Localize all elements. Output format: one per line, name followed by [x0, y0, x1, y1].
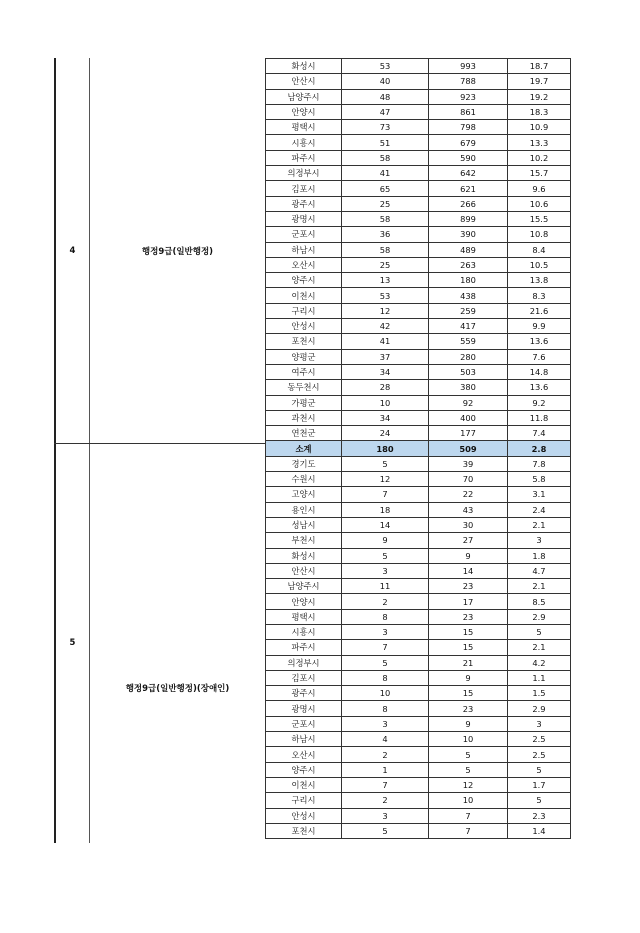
region-cell: 하남시 [266, 242, 342, 257]
value-b-cell: 417 [429, 319, 508, 334]
value-a-cell: 40 [342, 74, 429, 89]
value-a-cell: 14 [342, 517, 429, 532]
ratio-cell: 18.7 [508, 59, 571, 74]
region-cell: 경기도 [266, 456, 342, 471]
table-row [266, 808, 571, 823]
value-a-cell: 53 [342, 59, 429, 74]
table-row [266, 120, 571, 135]
value-b-cell: 798 [429, 120, 508, 135]
value-a-cell: 36 [342, 227, 429, 242]
region-cell: 안산시 [266, 74, 342, 89]
ratio-cell: 1.7 [508, 777, 571, 792]
group-4-title: 행정9급(일반행정) [141, 246, 214, 257]
region-cell: 안양시 [266, 104, 342, 119]
value-b-cell: 590 [429, 150, 508, 165]
ratio-cell: 2.3 [508, 808, 571, 823]
value-a-cell: 7 [342, 777, 429, 792]
ratio-cell: 9.9 [508, 319, 571, 334]
value-b-cell: 12 [429, 777, 508, 792]
value-a-cell: 3 [342, 563, 429, 578]
value-a-cell: 2 [342, 793, 429, 808]
ratio-cell: 13.8 [508, 273, 571, 288]
value-b-cell: 43 [429, 502, 508, 517]
ratio-cell: 2.9 [508, 701, 571, 716]
ratio-cell: 11.8 [508, 410, 571, 425]
ratio-cell: 9.2 [508, 395, 571, 410]
table-row [266, 89, 571, 104]
region-cell: 포천시 [266, 334, 342, 349]
value-a-cell: 42 [342, 319, 429, 334]
table-row [266, 364, 571, 379]
ratio-cell: 1.5 [508, 686, 571, 701]
value-b-cell: 280 [429, 349, 508, 364]
table-row [266, 196, 571, 211]
region-cell: 용인시 [266, 502, 342, 517]
table-row [266, 793, 571, 808]
ratio-cell: 2.1 [508, 640, 571, 655]
table-row [266, 640, 571, 655]
value-b-cell: 899 [429, 211, 508, 226]
region-cell: 광주시 [266, 686, 342, 701]
value-a-cell: 1 [342, 762, 429, 777]
value-a-cell: 34 [342, 410, 429, 425]
value-b-cell: 263 [429, 257, 508, 272]
value-a-cell: 34 [342, 364, 429, 379]
value-a-cell: 180 [342, 441, 429, 456]
table-row [266, 288, 571, 303]
value-a-cell: 58 [342, 242, 429, 257]
value-a-cell: 4 [342, 732, 429, 747]
ratio-cell: 9.6 [508, 181, 571, 196]
table-row [266, 349, 571, 364]
value-b-cell: 5 [429, 762, 508, 777]
table-row [266, 823, 571, 838]
value-a-cell: 24 [342, 426, 429, 441]
value-b-cell: 70 [429, 472, 508, 487]
ratio-cell: 2.1 [508, 579, 571, 594]
table-row [266, 686, 571, 701]
group-5-number: 5 [69, 638, 76, 648]
value-a-cell: 58 [342, 150, 429, 165]
value-b-cell: 15 [429, 624, 508, 639]
ratio-cell: 4.7 [508, 563, 571, 578]
table-row [266, 181, 571, 196]
value-b-cell: 642 [429, 166, 508, 181]
value-a-cell: 5 [342, 655, 429, 670]
table-row [266, 609, 571, 624]
value-a-cell: 7 [342, 640, 429, 655]
region-cell: 안성시 [266, 808, 342, 823]
value-a-cell: 53 [342, 288, 429, 303]
region-cell: 평택시 [266, 609, 342, 624]
table-row [266, 624, 571, 639]
ratio-cell: 13.3 [508, 135, 571, 150]
table-row [266, 74, 571, 89]
value-b-cell: 177 [429, 426, 508, 441]
region-cell: 구리시 [266, 303, 342, 318]
ratio-cell: 8.4 [508, 242, 571, 257]
table-row [266, 548, 571, 563]
ratio-cell: 21.6 [508, 303, 571, 318]
ratio-cell: 15.7 [508, 166, 571, 181]
region-cell: 군포시 [266, 716, 342, 731]
value-b-cell: 621 [429, 181, 508, 196]
ratio-cell: 13.6 [508, 380, 571, 395]
value-a-cell: 47 [342, 104, 429, 119]
value-a-cell: 58 [342, 211, 429, 226]
value-b-cell: 438 [429, 288, 508, 303]
ratio-cell: 2.5 [508, 732, 571, 747]
region-cell: 김포시 [266, 670, 342, 685]
region-cell: 안성시 [266, 319, 342, 334]
value-b-cell: 788 [429, 74, 508, 89]
value-b-cell: 509 [429, 441, 508, 456]
region-cell: 소계 [266, 441, 342, 456]
value-a-cell: 2 [342, 594, 429, 609]
table-row [266, 59, 571, 74]
table-row [266, 273, 571, 288]
table-row [266, 579, 571, 594]
value-b-cell: 15 [429, 640, 508, 655]
region-cell: 양주시 [266, 762, 342, 777]
table-row [266, 670, 571, 685]
ratio-cell: 5 [508, 793, 571, 808]
table-row [266, 701, 571, 716]
value-b-cell: 15 [429, 686, 508, 701]
region-cell: 하남시 [266, 732, 342, 747]
region-cell: 광명시 [266, 701, 342, 716]
table-row [266, 135, 571, 150]
ratio-cell: 4.2 [508, 655, 571, 670]
ratio-cell: 2.4 [508, 502, 571, 517]
value-b-cell: 559 [429, 334, 508, 349]
region-cell: 오산시 [266, 747, 342, 762]
region-cell: 시흥시 [266, 135, 342, 150]
table-row [266, 517, 571, 532]
value-b-cell: 92 [429, 395, 508, 410]
ratio-cell: 2.9 [508, 609, 571, 624]
region-cell: 여주시 [266, 364, 342, 379]
value-b-cell: 9 [429, 716, 508, 731]
value-a-cell: 3 [342, 624, 429, 639]
table-row [266, 456, 571, 471]
value-b-cell: 9 [429, 670, 508, 685]
value-a-cell: 18 [342, 502, 429, 517]
ratio-cell: 14.8 [508, 364, 571, 379]
ratio-cell: 10.2 [508, 150, 571, 165]
table-row [266, 166, 571, 181]
table-row [266, 747, 571, 762]
ratio-cell: 1.1 [508, 670, 571, 685]
value-a-cell: 41 [342, 334, 429, 349]
table-row [266, 762, 571, 777]
ratio-cell: 3 [508, 533, 571, 548]
table-row [266, 227, 571, 242]
data-table [265, 58, 571, 839]
ratio-cell: 10.5 [508, 257, 571, 272]
region-cell: 화성시 [266, 59, 342, 74]
value-a-cell: 51 [342, 135, 429, 150]
value-a-cell: 12 [342, 472, 429, 487]
region-cell: 남양주시 [266, 579, 342, 594]
value-a-cell: 9 [342, 533, 429, 548]
region-cell: 양주시 [266, 273, 342, 288]
value-a-cell: 13 [342, 273, 429, 288]
table-row [266, 732, 571, 747]
value-a-cell: 28 [342, 380, 429, 395]
table-row [266, 380, 571, 395]
value-b-cell: 39 [429, 456, 508, 471]
value-a-cell: 10 [342, 395, 429, 410]
ratio-cell: 1.4 [508, 823, 571, 838]
ratio-cell: 13.6 [508, 334, 571, 349]
value-a-cell: 48 [342, 89, 429, 104]
value-a-cell: 10 [342, 686, 429, 701]
value-b-cell: 259 [429, 303, 508, 318]
value-b-cell: 180 [429, 273, 508, 288]
region-cell: 김포시 [266, 181, 342, 196]
value-b-cell: 390 [429, 227, 508, 242]
value-b-cell: 10 [429, 732, 508, 747]
region-cell: 오산시 [266, 257, 342, 272]
ratio-cell: 10.6 [508, 196, 571, 211]
ratio-cell: 18.3 [508, 104, 571, 119]
region-cell: 광명시 [266, 211, 342, 226]
ratio-cell: 1.8 [508, 548, 571, 563]
region-cell: 안산시 [266, 563, 342, 578]
region-cell: 고양시 [266, 487, 342, 502]
value-b-cell: 5 [429, 747, 508, 762]
region-cell: 가평군 [266, 395, 342, 410]
ratio-cell: 2.1 [508, 517, 571, 532]
ratio-cell: 2.5 [508, 747, 571, 762]
value-b-cell: 993 [429, 59, 508, 74]
group-4-number: 4 [69, 245, 76, 256]
value-a-cell: 12 [342, 303, 429, 318]
table-row [266, 594, 571, 609]
value-b-cell: 17 [429, 594, 508, 609]
region-cell: 수원시 [266, 472, 342, 487]
value-b-cell: 503 [429, 364, 508, 379]
region-cell: 부천시 [266, 533, 342, 548]
value-b-cell: 380 [429, 380, 508, 395]
table-row [266, 563, 571, 578]
value-a-cell: 5 [342, 456, 429, 471]
ratio-cell: 3.1 [508, 487, 571, 502]
table-row [266, 303, 571, 318]
region-cell: 의정부시 [266, 655, 342, 670]
region-cell: 과천시 [266, 410, 342, 425]
table-row [266, 150, 571, 165]
ratio-cell: 10.9 [508, 120, 571, 135]
value-b-cell: 30 [429, 517, 508, 532]
region-cell: 연천군 [266, 426, 342, 441]
region-cell: 평택시 [266, 120, 342, 135]
value-a-cell: 3 [342, 716, 429, 731]
region-cell: 안양시 [266, 594, 342, 609]
region-cell: 구리시 [266, 793, 342, 808]
region-cell: 파주시 [266, 640, 342, 655]
table-row [266, 395, 571, 410]
region-cell: 이천시 [266, 288, 342, 303]
ratio-cell: 7.6 [508, 349, 571, 364]
value-b-cell: 23 [429, 701, 508, 716]
value-b-cell: 9 [429, 548, 508, 563]
table-row [266, 777, 571, 792]
region-cell: 광주시 [266, 196, 342, 211]
value-b-cell: 22 [429, 487, 508, 502]
ratio-cell: 8.3 [508, 288, 571, 303]
value-b-cell: 266 [429, 196, 508, 211]
value-b-cell: 679 [429, 135, 508, 150]
table-row [266, 211, 571, 226]
value-b-cell: 7 [429, 823, 508, 838]
region-cell: 이천시 [266, 777, 342, 792]
ratio-cell: 5 [508, 624, 571, 639]
ratio-cell: 7.8 [508, 456, 571, 471]
table-row [266, 655, 571, 670]
ratio-cell: 2.8 [508, 441, 571, 456]
region-cell: 성남시 [266, 517, 342, 532]
table-row [266, 472, 571, 487]
ratio-cell: 5 [508, 762, 571, 777]
region-cell: 시흥시 [266, 624, 342, 639]
subtotal-row [266, 441, 571, 456]
table-row [266, 716, 571, 731]
value-b-cell: 23 [429, 609, 508, 624]
ratio-cell: 15.5 [508, 211, 571, 226]
ratio-cell: 10.8 [508, 227, 571, 242]
table-row [266, 319, 571, 334]
value-b-cell: 861 [429, 104, 508, 119]
value-a-cell: 3 [342, 808, 429, 823]
region-cell: 화성시 [266, 548, 342, 563]
table-row [266, 334, 571, 349]
table-row [266, 502, 571, 517]
region-cell: 남양주시 [266, 89, 342, 104]
table-row [266, 257, 571, 272]
value-a-cell: 8 [342, 670, 429, 685]
value-a-cell: 65 [342, 181, 429, 196]
value-b-cell: 14 [429, 563, 508, 578]
value-b-cell: 489 [429, 242, 508, 257]
value-b-cell: 21 [429, 655, 508, 670]
region-cell: 군포시 [266, 227, 342, 242]
table-row [266, 242, 571, 257]
value-a-cell: 25 [342, 196, 429, 211]
table-row [266, 104, 571, 119]
value-b-cell: 10 [429, 793, 508, 808]
region-cell: 파주시 [266, 150, 342, 165]
value-b-cell: 923 [429, 89, 508, 104]
value-a-cell: 11 [342, 579, 429, 594]
value-b-cell: 23 [429, 579, 508, 594]
ratio-cell: 8.5 [508, 594, 571, 609]
group-5-title: 행정9급(일반행정)(장애인) [125, 684, 230, 694]
region-cell: 포천시 [266, 823, 342, 838]
value-b-cell: 400 [429, 410, 508, 425]
ratio-cell: 7.4 [508, 426, 571, 441]
table-row [266, 426, 571, 441]
value-b-cell: 27 [429, 533, 508, 548]
ratio-cell: 3 [508, 716, 571, 731]
value-a-cell: 7 [342, 487, 429, 502]
region-cell: 양평군 [266, 349, 342, 364]
value-b-cell: 7 [429, 808, 508, 823]
value-a-cell: 41 [342, 166, 429, 181]
value-a-cell: 37 [342, 349, 429, 364]
table-row [266, 487, 571, 502]
table-row [266, 410, 571, 425]
value-a-cell: 8 [342, 701, 429, 716]
ratio-cell: 19.7 [508, 74, 571, 89]
value-a-cell: 25 [342, 257, 429, 272]
value-a-cell: 2 [342, 747, 429, 762]
region-cell: 동두천시 [266, 380, 342, 395]
table-row [266, 533, 571, 548]
value-a-cell: 5 [342, 548, 429, 563]
value-a-cell: 73 [342, 120, 429, 135]
ratio-cell: 19.2 [508, 89, 571, 104]
region-cell: 의정부시 [266, 166, 342, 181]
value-a-cell: 8 [342, 609, 429, 624]
ratio-cell: 5.8 [508, 472, 571, 487]
value-a-cell: 5 [342, 823, 429, 838]
